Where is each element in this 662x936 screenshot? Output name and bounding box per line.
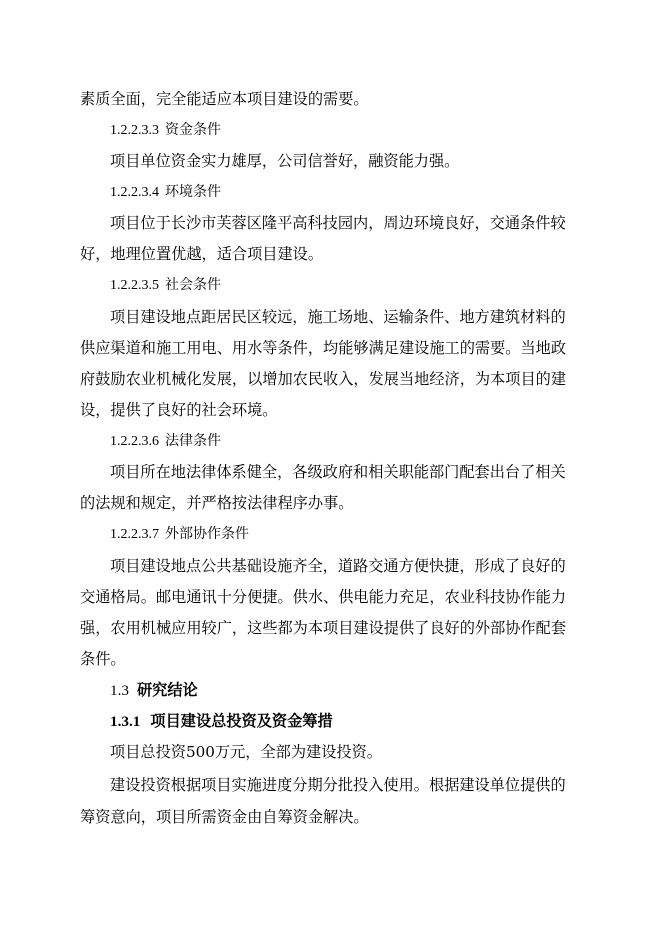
paragraph-line: 府鼓励农业机械化发展，以增加农民收入，发展当地经济，为本项目的建	[80, 370, 566, 388]
section-title: 外部协作条件	[165, 526, 249, 542]
section-number: 1.2.2.3.7	[110, 527, 159, 542]
paragraph-line: 项目总投资500万元，全部为建设投资。	[110, 743, 382, 761]
section-title: 环境条件	[165, 184, 221, 200]
paragraph-line: 强，农用机械应用较广，这些都为本项目建设提供了良好的外部协作配套	[80, 619, 566, 637]
section-title: 法律条件	[165, 433, 221, 449]
paragraph-line: 素质全面，完全能适应本项目建设的需要。	[80, 90, 369, 108]
paragraph-line: 交通格局。邮电通讯十分便捷。供水、供电能力充足，农业科技协作能力	[80, 588, 566, 606]
section-number: 1.3.1	[110, 713, 141, 730]
section-title: 项目建设总投资及资金筹措	[150, 712, 333, 730]
paragraph-line: 项目建设地点公共基础设施齐全，道路交通方便快捷，形成了良好的	[110, 557, 566, 575]
section-number: 1.2.2.3.3	[110, 123, 159, 138]
paragraph-line: 的法规和规定，并严格按法律程序办事。	[80, 494, 354, 512]
paragraph-line: 好，地理位置优越，适合项目建设。	[80, 245, 323, 263]
paragraph-line: 条件。	[80, 650, 126, 668]
section-heading-investment	[110, 711, 333, 732]
section-title: 资金条件	[165, 122, 221, 138]
section-heading-external	[110, 524, 249, 545]
paragraph-line: 项目位于长沙市芙蓉区隆平高科技园内，周边环境良好，交通条件较	[110, 214, 566, 232]
section-heading-environment	[110, 182, 221, 203]
section-heading-conclusion	[110, 680, 198, 701]
section-number: 1.2.2.3.4	[110, 185, 159, 200]
paragraph-line: 项目建设地点距居民区较远，施工场地、运输条件、地方建筑材料的	[110, 308, 566, 326]
paragraph-line: 项目所在地法律体系健全，各级政府和相关职能部门配套出台了相关	[110, 463, 566, 481]
section-number: 1.2.2.3.5	[110, 278, 159, 293]
section-heading-funds	[110, 120, 221, 141]
section-heading-legal	[110, 431, 221, 452]
paragraph-line: 项目单位资金实力雄厚，公司信誉好，融资能力强。	[110, 152, 460, 170]
section-title: 研究结论	[136, 681, 198, 699]
section-heading-social	[110, 275, 221, 296]
section-number: 1.3	[110, 682, 129, 699]
paragraph-line: 设，提供了良好的社会环境。	[80, 401, 278, 419]
paragraph-line: 建设投资根据项目实施进度分期分批投入使用。根据建设单位提供的	[110, 776, 566, 794]
paragraph-line: 筹资意向，项目所需资金由自筹资金解决。	[80, 808, 369, 826]
paragraph-line: 供应渠道和施工用电、用水等条件，均能够满足建设施工的需要。当地政	[80, 339, 566, 357]
section-number: 1.2.2.3.6	[110, 434, 159, 449]
section-title: 社会条件	[165, 277, 221, 293]
